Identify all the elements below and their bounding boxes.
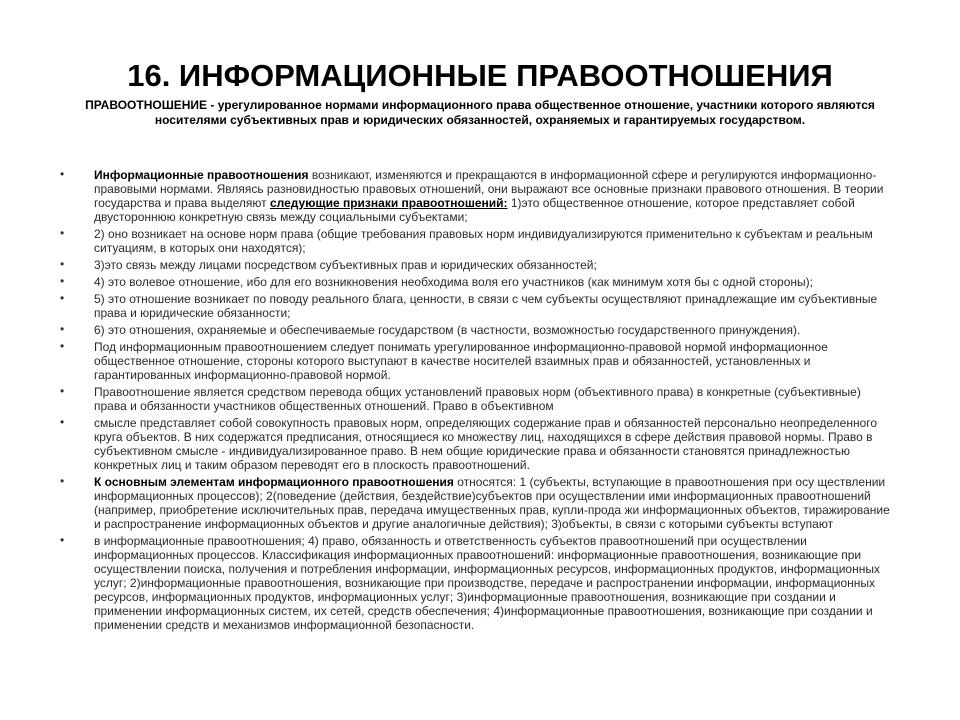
bullet-icon: • xyxy=(60,384,65,398)
bullet-icon: • xyxy=(60,533,65,547)
bullet-icon: • xyxy=(60,322,65,336)
bullet-icon: • xyxy=(60,339,65,353)
item-text: Правоотношение является средством перевода общих установлений правовых норм (объективного права) в конкретные (субъективные) права и обязанности участников общественных отношений. Право в объективном xyxy=(94,385,861,413)
bullet-icon: • xyxy=(60,474,65,488)
item-text: 3)это связь между лицами посредством субъективных прав и юридических обязанностей; xyxy=(94,258,597,272)
list-item xyxy=(60,292,890,320)
page-title: 16. ИНФОРМАЦИОННЫЕ ПРАВООТНОШЕНИЯ xyxy=(127,58,833,93)
item-text: относятся: 1 (субъекты, вступающие в правоотношения при осу ществлении информационных процессов); 2(поведение (действия, бездействие)субъектов при осуществлении ими информационных правоотношений (например, приобретение исключительных прав, передача имущественных прав, купли-прода жи информационных объектов, тиражирование и распространение информационных объектов и другие аналогичные действия); 3)объекты, в связи с которыми субъекты вступают xyxy=(94,475,890,531)
list-item xyxy=(60,475,890,531)
list-item xyxy=(60,385,890,413)
item-text: возникают, изменяются и прекращаются в информационной сфере и регулируются информационно-правовыми нормами. Являясь разновидностью правовых отношений, они выражают все основные признаки правового отношения. В теории государства и права выделяют xyxy=(94,168,884,210)
item-text: Под информационным правоотношением следует понимать урегулированное информационно-правовой нормой информационное общественное отношение, стороны которого выступают в качестве носителей взаимных прав и обязанностей, установленных и гарантированных информационно-правовой нормой. xyxy=(94,340,828,382)
item-text: смысле представляет собой совокупность правовых норм, определяющих содержание прав и обязанностей персонально неопределенного круга объектов. В них содержатся предписания, относящиеся ко множеству лиц, находящихся в сфере действия правовой нормы. Право в субъективном смысле - индивидуализированное право. В нем общие юридические права и обязанности становятся принадлежностью конкретных лиц и таким образом переводят его в плоскость правоотношений. xyxy=(94,416,878,472)
list-item xyxy=(60,534,890,632)
item-text-tail: 1)это общественное отношение, которое представляет собой двустороннюю конкретную связь между социальными субъектами; xyxy=(94,196,855,224)
bullet-list xyxy=(60,168,890,635)
list-item xyxy=(60,258,890,272)
bullet-icon: • xyxy=(60,257,65,271)
item-text: 6) это отношения, охраняемые и обеспечиваемые государством (в частности, возможностью государственного принуждения). xyxy=(94,323,801,337)
term-underlined: следующие признаки правоотношений: xyxy=(269,196,508,210)
item-text: 4) это волевое отношение, ибо для его возникновения необходима воля его участников (как минимум хотя бы с одной стороны); xyxy=(94,275,813,289)
item-text: 5) это отношение возникает по поводу реального блага, ценности, в связи с чем субъекты осуществляют принадлежащие им субъективные права и юридические обязанности; xyxy=(94,292,878,320)
bullet-icon: • xyxy=(60,274,65,288)
list-item xyxy=(60,275,890,289)
list-item xyxy=(60,227,890,255)
list-item xyxy=(60,340,890,382)
bullet-icon: • xyxy=(60,291,65,305)
bullet-icon: • xyxy=(60,167,65,181)
list-item xyxy=(60,416,890,472)
item-text: в информационные правоотношения; 4) право, обязанность и ответственность субъектов правоотношений при осуществлении информационных процессов. Классификация информационных правоотношений: информационные правоотношения, возникающие при осуществлении поиска, получения и потребления информации, информационных ресурсов, информационных продуктов, информационных услуг; 2)информационные правоотношения, возникающие при производстве, передаче и распространении информации, информационных ресурсов, информационных продуктов, информационных услуг; 3)информационные правоотношения, возникающие при создании и применении информационных систем, их сетей, средств обеспечения; 4)информационные правоотношения, возникающие при создании и применении средств и механизмов информационной безопасности. xyxy=(94,534,880,632)
list-item xyxy=(60,323,890,337)
term-bold: К основным элементам информационного правоотношения xyxy=(94,475,454,489)
definition-subtitle: ПРАВООТНОШЕНИЕ - урегулированное нормами информационного права общественное отношение, участники которого являются носителями субъективных прав и юридических обязанностей, охраняемых и гарантируемых государством. xyxy=(85,98,875,127)
bullet-icon: • xyxy=(60,415,65,429)
bullet-icon: • xyxy=(60,226,65,240)
list-item xyxy=(60,168,890,224)
item-text: 2) оно возникает на основе норм права (общие требования правовых норм индивидуализируются применительно к субъектам и реальным ситуациям, в которых они находятся); xyxy=(94,227,873,255)
term-bold: Информационные правоотношения xyxy=(94,168,309,182)
